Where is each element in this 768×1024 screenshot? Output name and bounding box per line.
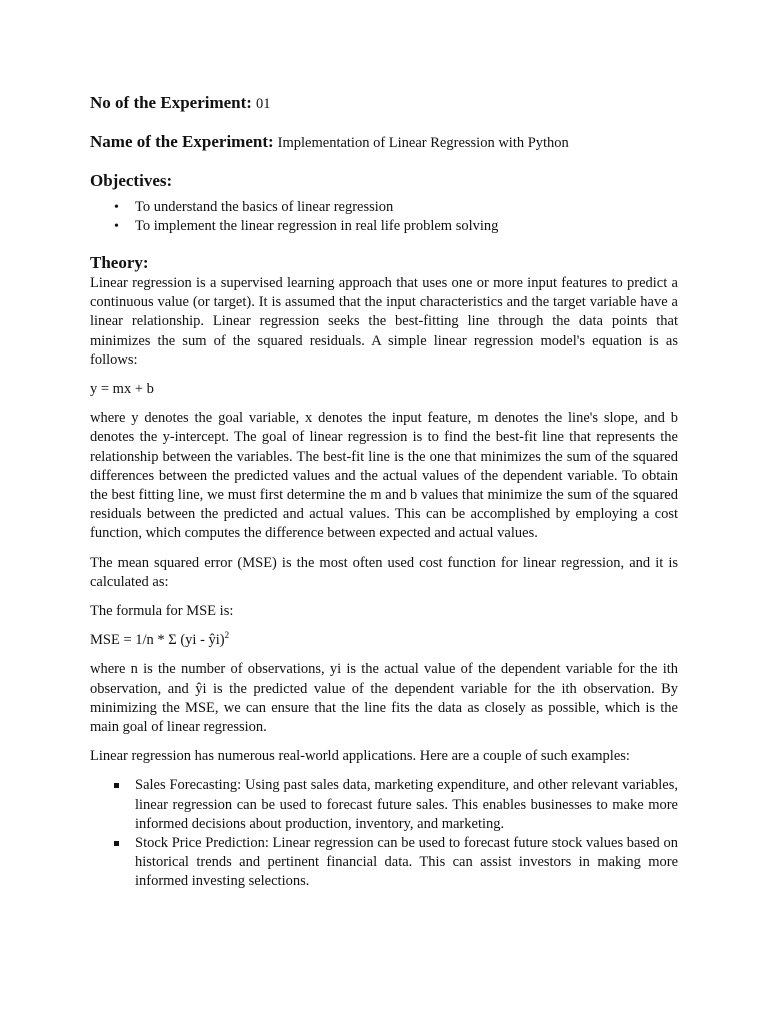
experiment-number-label: No of the Experiment: <box>90 93 252 112</box>
mse-intro-paragraph: The mean squared error (MSE) is the most often used cost function for linear regression, and it is calculated as: <box>90 554 678 590</box>
theory-heading: Theory: <box>90 253 149 272</box>
objective-item: • To implement the linear regression in real life problem solving <box>135 217 678 236</box>
theory-intro-paragraph: Linear regression is a supervised learning approach that uses one or more input features to predict a continuous value (or target). It is assumed that the input characteristics and the target variable have a linear relationship. Linear regression seeks the best-fitting line through the data points that minimizes the sum of the squared residuals. A simple linear regression model's equation is as follows: <box>90 275 678 368</box>
mse-formula-text: MSE = 1/n * Σ (yi - ŷi) <box>90 632 225 649</box>
mse-formula <box>90 631 678 650</box>
application-item: Sales Forecasting: Using past sales data, marketing expenditure, and other relevant variables, linear regression can be used to forecast future sales. This enables businesses to make more informed decisions about production, inventory, and marketing. <box>135 776 678 834</box>
document-page <box>90 92 678 892</box>
experiment-name-value: Implementation of Linear Regression with Python <box>277 135 569 151</box>
application-item: Stock Price Prediction: Linear regression can be used to forecast future stock values based on historical trends and pertinent financial data. This can assist investors in making more informed investing selections. <box>135 834 678 892</box>
equation-explanation-paragraph: where y denotes the goal variable, x denotes the input feature, m denotes the line's slope, and b denotes the y-intercept. The goal of linear regression is to find the best-fit line that represents the relationship between the variables. The best-fit line is the one that minimizes the sum of the squared differences between the predicted values and the actual values of the dependent variable. To obtain the best fitting line, we must first determine the m and b values that minimize the sum of the squared residuals between the predicted and actual values. This can be accomplished by employing a cost function, which computes the difference between expected and actual values. <box>90 410 678 542</box>
objective-item: • To understand the basics of linear regression <box>135 198 678 217</box>
mse-explanation-paragraph: where n is the number of observations, yi is the actual value of the dependent variable for the ith observation, and ŷi is the predicted value of the dependent variable for the ith observation. By minimizing the MSE, we can ensure that the line fits the data as closely as possible, which is the main goal of linear regression. <box>90 661 678 736</box>
objectives-list <box>90 198 678 236</box>
objectives-heading: Objectives: <box>90 171 173 190</box>
experiment-number-value: 01 <box>255 96 271 112</box>
linear-equation: y = mx + b <box>90 381 154 398</box>
mse-formula-exponent: 2 <box>224 630 230 641</box>
applications-intro-paragraph: Linear regression has numerous real-world applications. Here are a couple of such examples: <box>90 748 630 765</box>
mse-formula-label: The formula for MSE is: <box>90 603 234 620</box>
experiment-name-label: Name of the Experiment: <box>90 132 274 151</box>
applications-list <box>90 776 678 891</box>
experiment-number <box>90 92 678 115</box>
experiment-name <box>90 131 678 154</box>
